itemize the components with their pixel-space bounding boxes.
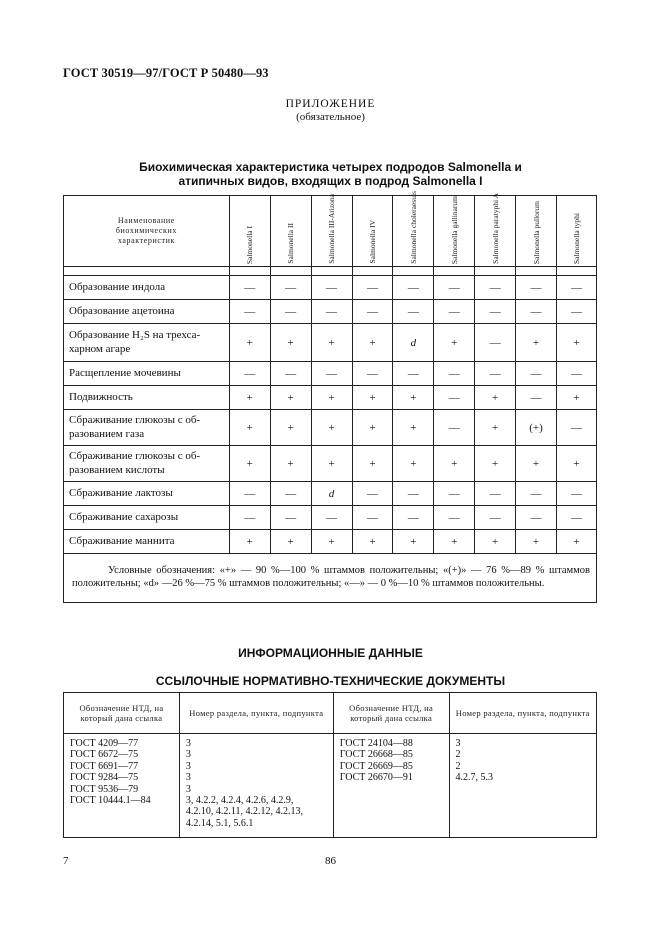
column-header: Salmonella II xyxy=(270,196,311,267)
ref-doc-line: ГОСТ 26670—91 xyxy=(339,772,413,784)
ref-section-line: 3 xyxy=(185,783,191,795)
table-cell-value: + xyxy=(311,410,352,446)
table-cell-value: — xyxy=(311,276,352,300)
table-cell-value: + xyxy=(229,530,270,554)
characteristic-name: Расщепление мочевины xyxy=(64,362,230,386)
page-number: 86 xyxy=(325,855,336,867)
table-cell-value: + xyxy=(311,324,352,362)
table-cell-value: + xyxy=(393,410,434,446)
table-cell-value: + xyxy=(229,386,270,410)
table-cell-value: + xyxy=(270,386,311,410)
reference-docs-table xyxy=(63,692,597,838)
table-cell-value: — xyxy=(229,300,270,324)
table-cell-value: — xyxy=(270,276,311,300)
table-cell-value: — xyxy=(556,410,596,446)
characteristic-name-header: Наименование биохимических характеристик xyxy=(64,196,230,267)
ref-section-line: 3 xyxy=(455,738,461,749)
table-cell-value: + xyxy=(229,324,270,362)
table-cell-value: (+) xyxy=(516,410,557,446)
table-cell-value: — xyxy=(434,386,475,410)
ref-section-line: 3 xyxy=(185,749,191,761)
table-cell-value: — xyxy=(393,506,434,530)
column-header: Salmonella paratyphi A xyxy=(475,196,516,267)
characteristic-name: Образование индола xyxy=(64,276,230,300)
table-cell-value: + xyxy=(229,410,270,446)
column-header: Salmonella gallinarum xyxy=(434,196,475,267)
table-cell-value: — xyxy=(311,300,352,324)
table-cell-value: — xyxy=(434,276,475,300)
table-cell-value: + xyxy=(270,324,311,362)
table-cell-value: + xyxy=(393,446,434,482)
ref-section-line: 4.2.10, 4.2.11, 4.2.12, 4.2.13, xyxy=(185,806,303,818)
ref-section-line: 4.2.14, 5.1, 5.6.1 xyxy=(185,817,254,829)
table-row xyxy=(64,530,597,554)
table-cell-value: — xyxy=(311,362,352,386)
table-cell-value: — xyxy=(556,506,596,530)
table-cell-value: — xyxy=(434,300,475,324)
ref-doc-header-right: Обозначение НТД, на который дана ссылка xyxy=(333,693,449,734)
reference-table-header xyxy=(64,693,597,734)
table-cell-value: + xyxy=(270,410,311,446)
table-cell-value: + xyxy=(475,386,516,410)
table-cell-value: — xyxy=(352,482,393,506)
ref-section-line: 3 xyxy=(185,772,191,784)
table-cell-value: — xyxy=(516,506,557,530)
ref-section-line: 3 xyxy=(185,738,191,749)
right-sections-cell xyxy=(449,734,596,838)
ref-doc-line: ГОСТ 24104—88 xyxy=(339,738,413,749)
ref-section-line: 4.2.7, 5.3 xyxy=(455,772,494,784)
characteristic-name: Подвижность xyxy=(64,386,230,410)
appendix-subtitle: (обязательное) xyxy=(296,111,365,123)
table-cell-value: + xyxy=(475,446,516,482)
ref-doc-line: ГОСТ 26668—85 xyxy=(339,749,413,761)
table-cell-value: — xyxy=(556,300,596,324)
table-cell-value: — xyxy=(475,300,516,324)
column-header: Salmonella IV xyxy=(352,196,393,267)
ref-doc-line: ГОСТ 6672—75 xyxy=(70,749,139,761)
table-cell-value: — xyxy=(393,482,434,506)
table-cell-value: d xyxy=(393,324,434,362)
table-cell-value: + xyxy=(516,530,557,554)
characteristic-name: Образование H₂S на трехса-харном агаре xyxy=(64,324,230,362)
column-header: Salmonella typhi xyxy=(556,196,596,267)
legend-text: Условные обозначения: «+» — 90 %—100 % штаммов положительны; «(+)» — 76 %—89 % штаммов положительны; «d» —26 %—75 % штаммов положительны; «—» — 0 %—10 % штаммов положительны. xyxy=(64,554,597,603)
characteristic-name: Сбраживание глюкозы с об-разованием газа xyxy=(64,410,230,446)
ref-doc-line: ГОСТ 26669—85 xyxy=(339,760,413,772)
table-cell-value: — xyxy=(434,410,475,446)
table-cell-value: — xyxy=(393,300,434,324)
column-header: Salmonella I xyxy=(229,196,270,267)
table-cell-value: + xyxy=(556,446,596,482)
ref-doc-header-left: Обозначение НТД, на который дана ссылка xyxy=(64,693,180,734)
left-page-marker: 7 xyxy=(63,855,69,867)
column-header: Salmonella III-Arizona xyxy=(311,196,352,267)
table-cell-value: + xyxy=(516,324,557,362)
table-row xyxy=(64,324,597,362)
ref-doc-line: ГОСТ 10444.1—84 xyxy=(70,795,151,807)
table-cell-value: d xyxy=(311,482,352,506)
table-cell-value: — xyxy=(393,362,434,386)
characteristic-name: Сбраживание лактозы xyxy=(64,482,230,506)
table-cell-value: — xyxy=(229,506,270,530)
table-cell-value: + xyxy=(434,324,475,362)
table-cell-value: — xyxy=(352,362,393,386)
table-cell-value: — xyxy=(434,482,475,506)
table-cell-value: + xyxy=(393,386,434,410)
info-data-title: ИНФОРМАЦИОННЫЕ ДАННЫЕ xyxy=(238,646,423,660)
appendix-title: ПРИЛОЖЕНИЕ xyxy=(285,98,376,110)
table-cell-value: + xyxy=(270,446,311,482)
legend-row xyxy=(64,554,597,603)
table-cell-value: + xyxy=(311,530,352,554)
ref-section-line: 2 xyxy=(455,749,461,761)
table-row xyxy=(64,362,597,386)
table-row xyxy=(64,506,597,530)
characteristic-name: Образование ацетоина xyxy=(64,300,230,324)
table-row xyxy=(64,482,597,506)
table-cell-value: — xyxy=(393,276,434,300)
ref-doc-line: ГОСТ 6691—77 xyxy=(70,760,139,772)
table-cell-value: — xyxy=(516,482,557,506)
table-cell-value: + xyxy=(556,386,596,410)
standard-header: ГОСТ 30519—97/ГОСТ Р 50480—93 xyxy=(63,66,269,80)
characteristic-name: Сбраживание маннита xyxy=(64,530,230,554)
table-cell-value: + xyxy=(311,446,352,482)
table-cell-value: — xyxy=(270,300,311,324)
left-docs-cell xyxy=(64,734,180,838)
table-caption-line-2: атипичных видов, входящих в подрод Salmonella I xyxy=(178,174,483,188)
table-row xyxy=(64,300,597,324)
table-cell-value: + xyxy=(311,386,352,410)
table-row xyxy=(64,276,597,300)
column-header: Salmonella choleraesuis xyxy=(393,196,434,267)
table-cell-value: — xyxy=(556,276,596,300)
table-cell-value: + xyxy=(352,324,393,362)
ref-doc-line: ГОСТ 9536—79 xyxy=(70,783,139,795)
table-cell-value: — xyxy=(352,300,393,324)
header-spacer-row xyxy=(64,267,597,276)
table-cell-value: + xyxy=(434,530,475,554)
reference-docs-title: ССЫЛОЧНЫЕ НОРМАТИВНО-ТЕХНИЧЕСКИЕ ДОКУМЕНТЫ xyxy=(155,674,506,688)
table-cell-value: — xyxy=(516,300,557,324)
table-cell-value: — xyxy=(516,362,557,386)
table-cell-value: — xyxy=(270,362,311,386)
table-cell-value: + xyxy=(352,386,393,410)
table-cell-value: — xyxy=(556,482,596,506)
table-cell-value: — xyxy=(270,506,311,530)
table-cell-value: — xyxy=(311,506,352,530)
characteristic-name: Сбраживание сахарозы xyxy=(64,506,230,530)
biochemical-table-body xyxy=(64,267,597,603)
table-row xyxy=(64,386,597,410)
table-cell-value: — xyxy=(475,362,516,386)
characteristic-name: Сбраживание глюкозы с об-разованием кислоты xyxy=(64,446,230,482)
left-sections-cell xyxy=(179,734,333,838)
ref-doc-line: ГОСТ 4209—77 xyxy=(70,738,139,749)
table-cell-value: + xyxy=(475,530,516,554)
table-cell-value: + xyxy=(393,530,434,554)
table-cell-value: — xyxy=(352,506,393,530)
table-cell-value: — xyxy=(475,482,516,506)
ref-section-line: 3 xyxy=(185,760,191,772)
table-row xyxy=(64,410,597,446)
ref-section-header-right: Номер раздела, пункта, подпункта xyxy=(449,693,596,734)
table-cell-value: — xyxy=(556,362,596,386)
reference-table-body-row xyxy=(64,734,597,838)
ref-doc-line: ГОСТ 9284—75 xyxy=(70,772,139,784)
table-caption-line-1: Биохимическая характеристика четырех подродов Salmonella и xyxy=(139,160,522,174)
table-cell-value: + xyxy=(516,446,557,482)
table-cell-value: — xyxy=(516,276,557,300)
table-row xyxy=(64,446,597,482)
biochemical-table xyxy=(63,191,597,603)
column-header: Salmonella pullorum xyxy=(516,196,557,267)
table-cell-value: — xyxy=(475,506,516,530)
table-cell-value: — xyxy=(475,324,516,362)
table-cell-value: — xyxy=(229,482,270,506)
table-cell-value: — xyxy=(229,276,270,300)
table-cell-value: + xyxy=(352,446,393,482)
table-cell-value: + xyxy=(229,446,270,482)
table-cell-value: + xyxy=(475,410,516,446)
table-cell-value: — xyxy=(270,482,311,506)
ref-section-line: 2 xyxy=(455,760,461,772)
table-cell-value: + xyxy=(352,410,393,446)
table-cell-value: — xyxy=(352,276,393,300)
table-cell-value: — xyxy=(475,276,516,300)
table-cell-value: — xyxy=(434,362,475,386)
table-cell-value: — xyxy=(229,362,270,386)
ref-section-line: 3, 4.2.2, 4.2.4, 4.2.6, 4.2.9, xyxy=(185,795,294,807)
ref-section-header-left: Номер раздела, пункта, подпункта xyxy=(179,693,333,734)
table-cell-value: + xyxy=(556,530,596,554)
table-cell-value: + xyxy=(352,530,393,554)
table-cell-value: + xyxy=(270,530,311,554)
right-docs-cell xyxy=(333,734,449,838)
table-cell-value: — xyxy=(434,506,475,530)
biochemical-table-header xyxy=(64,196,597,267)
table-cell-value: — xyxy=(516,386,557,410)
table-cell-value: + xyxy=(556,324,596,362)
table-cell-value: + xyxy=(434,446,475,482)
